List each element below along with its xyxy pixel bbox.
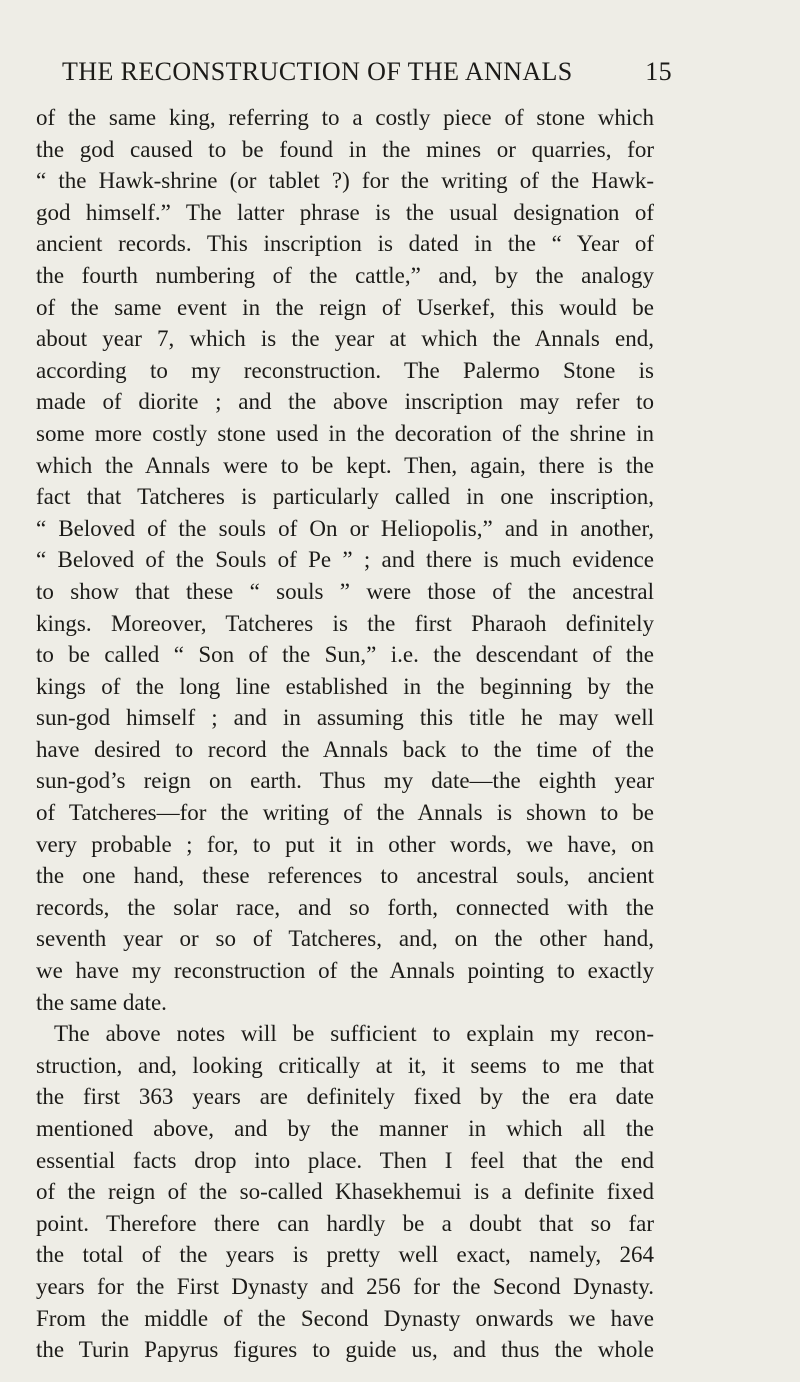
running-head-title: THE RECONSTRUCTION OF THE ANNALS xyxy=(62,57,573,86)
text-line: kings. Moreover, Tatcheres is the first Pharaoh definitely xyxy=(36,610,654,636)
text-line: From the middle of the Second Dynasty onwards we have xyxy=(36,1305,654,1331)
text-line: of the same event in the reign of Userkef, this would be xyxy=(36,294,654,320)
text-line: the god caused to be found in the mines or quarries, for xyxy=(36,136,654,162)
text-line: which the Annals were to be kept. Then, again, there is the xyxy=(36,452,654,478)
text-line: the fourth numbering of the cattle,” and, by the analogy xyxy=(36,262,654,288)
text-line: kings of the long line established in the beginning by the xyxy=(36,673,654,699)
text-line: mentioned above, and by the manner in which all the xyxy=(36,1116,654,1141)
body-text xyxy=(36,102,654,1366)
text-line: the total of the years is pretty well exact, namely, 264 xyxy=(36,1242,654,1268)
text-line: the Turin Papyrus figures to guide us, and thus the whole xyxy=(36,1337,654,1363)
text-line: “ Beloved of the souls of On or Heliopolis,” and in another, xyxy=(36,515,654,541)
page-number: 15 xyxy=(645,57,672,86)
text-line: about year 7, which is the year at which the Annals end, xyxy=(36,326,654,352)
text-line: of the reign of the so-called Khasekhemui is a definite fixed xyxy=(36,1179,654,1205)
text-line: to be called “ Son of the Sun,” i.e. the descendant of the xyxy=(36,642,654,668)
text-line: god himself.” The latter phrase is the usual designation of xyxy=(36,199,654,225)
text-line: sun-god’s reign on earth. Thus my date—the eighth year xyxy=(36,768,654,794)
paragraph-start-line: The above notes will be sufficient to explain my recon- xyxy=(54,1021,654,1047)
text-line: to show that these “ souls ” were those of the ancestral xyxy=(36,578,654,604)
text-line: have desired to record the Annals back to the time of the xyxy=(36,736,654,762)
text-line: made of diorite ; and the above inscription may refer to xyxy=(36,389,654,415)
text-line: years for the First Dynasty and 256 for the Second Dynasty. xyxy=(36,1273,654,1299)
text-line: ancient records. This inscription is dated in the “ Year of xyxy=(36,231,654,257)
text-line: some more costly stone used in the decoration of the shrine in xyxy=(36,420,654,446)
text-line: essential facts drop into place. Then I feel that the end xyxy=(36,1147,654,1173)
text-line: of the same king, referring to a costly piece of stone which xyxy=(36,105,654,130)
text-line: struction, and, looking critically at it, it seems to me that xyxy=(36,1052,654,1078)
text-line: sun-god himself ; and in assuming this title he may well xyxy=(36,705,654,731)
text-line: records, the solar race, and so forth, connected with the xyxy=(36,894,654,920)
text-line: seventh year or so of Tatcheres, and, on the other hand, xyxy=(36,926,654,952)
text-line: very probable ; for, to put it in other words, we have, on xyxy=(36,831,654,857)
text-line: fact that Tatcheres is particularly called in one inscription, xyxy=(36,484,654,510)
text-line: we have my reconstruction of the Annals pointing to exactly xyxy=(36,958,654,984)
text-line: the first 363 years are definitely fixed by the era date xyxy=(36,1084,654,1110)
text-line: “ the Hawk-shrine (or tablet ?) for the writing of the Hawk- xyxy=(36,168,654,194)
paragraph-end-line: the same date. xyxy=(36,989,167,1015)
text-line: according to my reconstruction. The Palermo Stone is xyxy=(36,357,654,383)
text-line: of Tatcheres—for the writing of the Annals is shown to be xyxy=(36,800,654,826)
text-line: the one hand, these references to ancestral souls, ancient xyxy=(36,863,654,889)
text-line: “ Beloved of the Souls of Pe ” ; and there is much evidence xyxy=(36,547,654,573)
running-head xyxy=(62,52,672,92)
text-line: point. Therefore there can hardly be a doubt that so far xyxy=(36,1210,654,1236)
